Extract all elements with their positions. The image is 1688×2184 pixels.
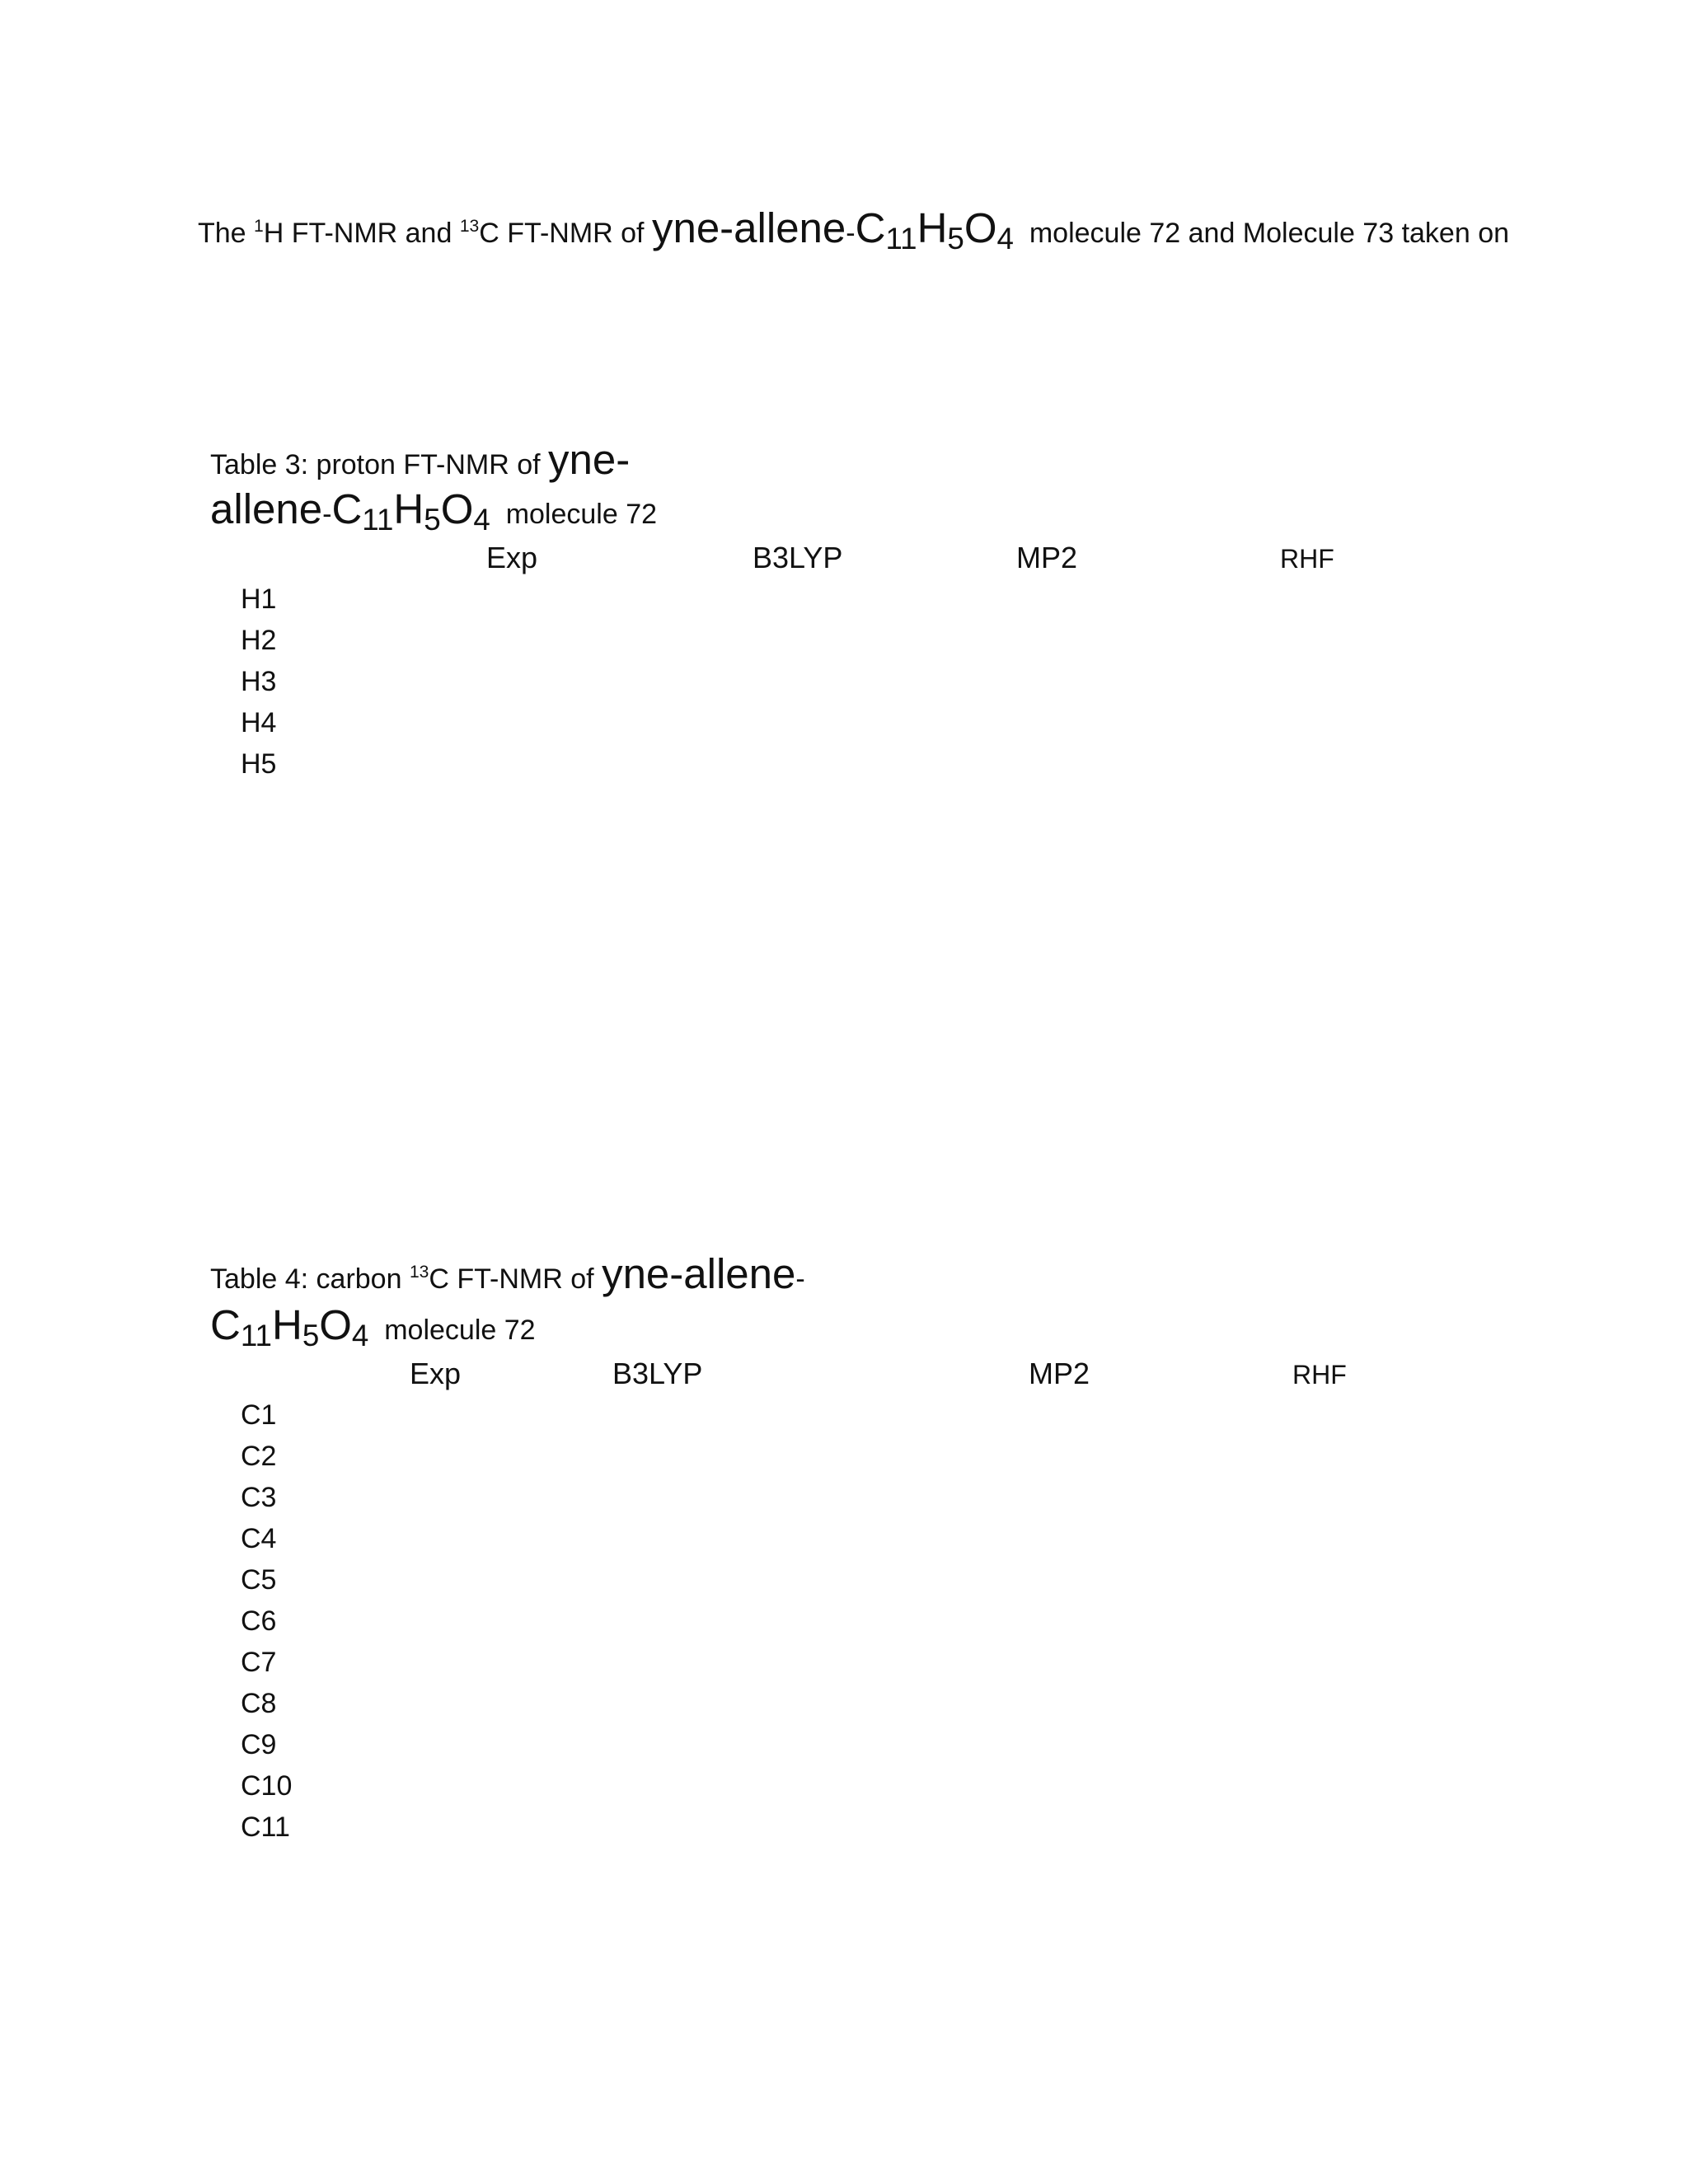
table4-row-c7: C7	[241, 1647, 277, 1678]
intro-line	[198, 204, 1509, 256]
table3-caption-line1	[210, 435, 630, 484]
table3-row-h3: H3	[241, 666, 277, 697]
intro-compound-name: yne-allene	[651, 204, 846, 251]
intro-dash: -	[846, 218, 856, 249]
table3-formula: $C_{11}H_5O_4$	[331, 485, 490, 537]
table4-header-rhf: RHF	[1292, 1360, 1347, 1390]
table4-row-c4: C4	[241, 1523, 277, 1554]
table4-row-c3: C3	[241, 1482, 277, 1513]
table4-caption-mid: C FT-NMR of	[429, 1263, 603, 1295]
table4-row-c9: C9	[241, 1729, 277, 1760]
table4-caption-suffix: molecule 72	[384, 1315, 536, 1346]
intro-sup-1: 1	[254, 216, 264, 236]
table4-compound-name: yne-allene	[602, 1250, 796, 1297]
table4-row-c1: C1	[241, 1399, 277, 1431]
intro-part-h: H FT-NMR and	[263, 218, 460, 249]
table3-row-h1: H1	[241, 583, 277, 615]
intro-prefix: The	[198, 218, 255, 249]
intro-part-c: C FT-NMR of	[479, 218, 652, 249]
table4-row-c6: C6	[241, 1605, 277, 1637]
intro-sup-13: 13	[459, 216, 480, 236]
table4-row-c11: C11	[241, 1811, 290, 1843]
table3-caption-line2: allene-$C_{11}H_5O_4$ molecule 72	[210, 485, 658, 537]
table3-header-rhf: RHF	[1280, 544, 1334, 574]
table4-header-b3lyp: B3LYP	[612, 1357, 703, 1390]
table4-formula: $C_{11}H_5O_4$	[210, 1301, 369, 1353]
table4-row-c5: C5	[241, 1564, 277, 1596]
table4-row-c8: C8	[241, 1688, 277, 1719]
table3-header-b3lyp: B3LYP	[753, 541, 843, 574]
table3-header-mp2: MP2	[1016, 541, 1078, 574]
table3-header-exp: Exp	[486, 541, 538, 574]
intro-suffix: molecule 72 and Molecule 73 taken on	[1029, 218, 1510, 249]
table4-caption-line1: Table 4: carbon $^{13}$C FT-NMR of yne-allene-	[210, 1250, 805, 1297]
table3-row-h5: H5	[241, 748, 277, 780]
table3-row-h4: H4	[241, 707, 277, 738]
table3-compound-name-1: yne-	[548, 436, 631, 483]
table3-caption-suffix: molecule 72	[505, 499, 658, 530]
table3-row-h2: H2	[241, 625, 277, 656]
table4-header-mp2: MP2	[1029, 1357, 1090, 1390]
intro-formula: $C_{11}H_5O_4$	[855, 204, 1014, 256]
table4-row-c2: C2	[241, 1441, 277, 1472]
table4-row-c10: C10	[241, 1770, 293, 1802]
table4-header-exp: Exp	[410, 1357, 462, 1390]
table3-caption-prefix: Table 3: proton FT-NMR of	[210, 449, 549, 480]
table4-sup-13: 13	[409, 1262, 429, 1282]
table4-caption-prefix: Table 4: carbon	[210, 1263, 410, 1295]
table4-caption-line2	[210, 1301, 536, 1353]
table3-compound-name-2: allene	[210, 485, 323, 532]
